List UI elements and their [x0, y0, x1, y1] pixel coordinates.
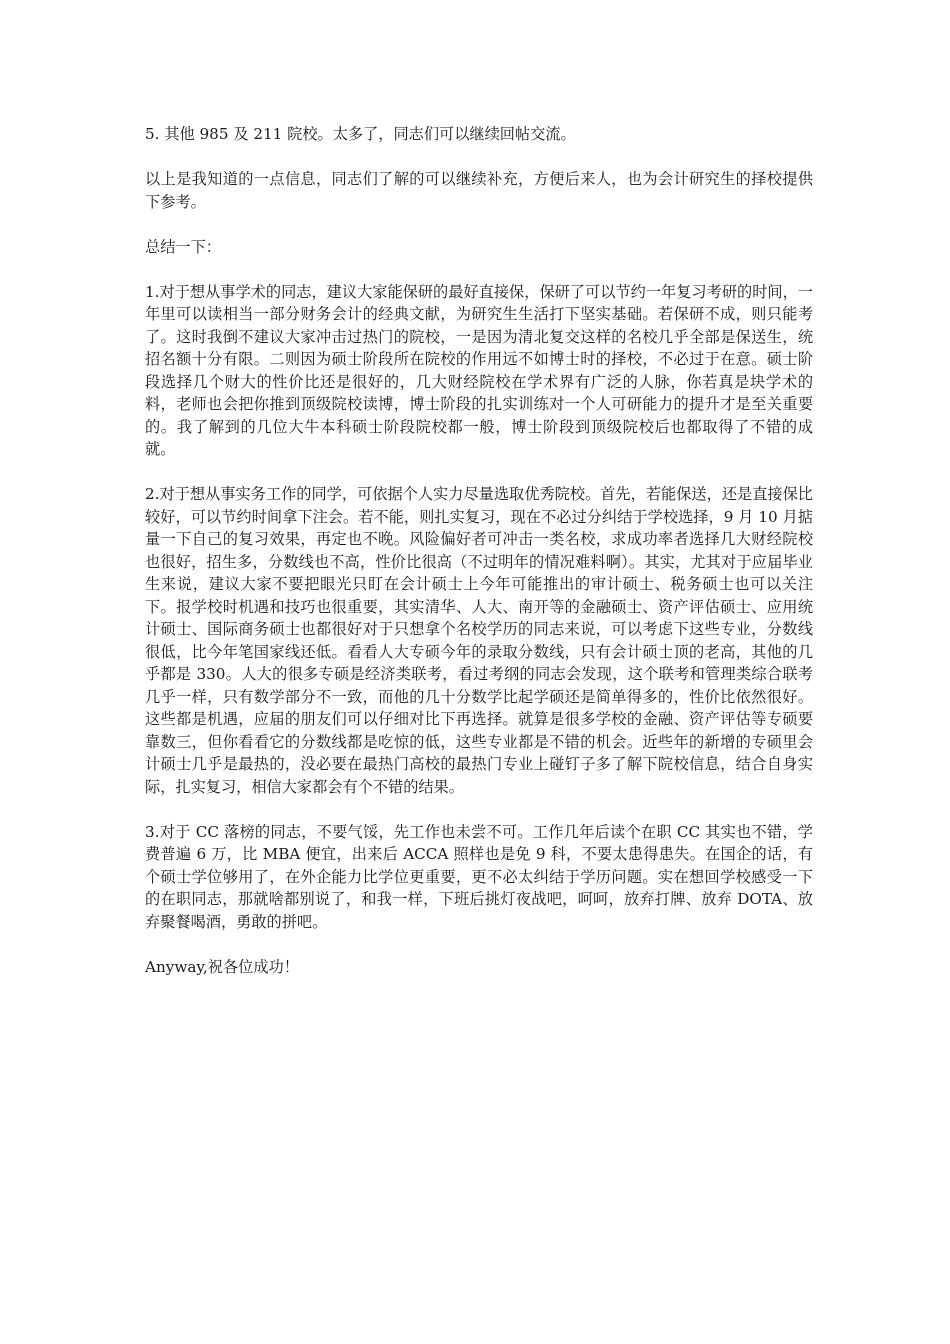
paragraph-intro-note: 以上是我知道的一点信息，同志们了解的可以继续补充，方便后来人，也为会计研究生的择校提供下参考。 [145, 170, 813, 211]
paragraph-other-schools: 5. 其他 985 及 211 院校。太多了，同志们可以继续回帖交流。 [145, 125, 576, 143]
document-body [145, 123, 813, 1001]
paragraph-practice-advice: 2.对于想从事实务工作的同学，可依据个人实力尽量选取优秀院校。首先，若能保送，还是直接保比较好，可以节约时间拿下注会。若不能，则扎实复习，现在不必过分纠结于学校选择，9 月 10 月掂量一下自己的复习效果，再定也不晚。风险偏好者可冲击一类名校，求成功率者选择几大财经院校也很好，招生多，分数线也不高，性价比很高（不过明年的情况难料啊）。其实，尤其对于应届毕业生来说，建议大家不要把眼光只盯在会计硕士上今年可能推出的审计硕士、税务硕士也可以关注下。报学校时机遇和技巧也很重要，其实清华、人大、南开等的金融硕士、资产评估硕士、应用统计硕士、国际商务硕士也都很好对于只想拿个名校学历的同志来说，可以考虑下这些专业，分数线很低，比今年笔国家线还低。看看人大专硕今年的录取分数线，只有会计硕士顶的老高，其他的几乎都是 330。人大的很多专硕是经济类联考，看过考纲的同志会发现，这个联考和管理类综合联考几乎一样，只有数学部分不一致，而他的几十分数学比起学硕还是简单得多的，性价比依然很好。这些都是机遇，应届的朋友们可以仔细对比下再选择。就算是很多学校的金融、资产评估等专硕要靠数三，但你看看它的分数线都是吃惊的低，这些专业都是不错的机会。近些年的新增的专硕里会计硕士几乎是最热的，没必要在最热门高校的最热门专业上碰钉子多了解下院校信息，结合自身实际，扎实复习，相信大家都会有个不错的结果。 [145, 485, 813, 796]
paragraph-closing: Anyway,祝各位成功！ [145, 957, 299, 976]
paragraph-cc-advice: 3.对于 CC 落榜的同志，不要气馁，先工作也未尝不可。工作几年后读个在职 CC 其实也不错，学费普遍 6 万，比 MBA 便宜，出来后 ACCA 照样也是免 9 科，不要太患得患失。在国企的话，有个硕士学位够用了，在外企能力比学位更重要，更不必太纠结于学历问题。实在想回学校感受一下的在职同志，那就啥都别说了，和我一样，下班后挑灯夜战吧，呵呵，放弃打牌、放弃 DOTA、放弃聚餐喝酒，勇敢的拼吧。 [145, 822, 813, 931]
paragraph-academic-advice: 1.对于想从事学术的同志，建议大家能保研的最好直接保，保研了可以节约一年复习考研的时间，一年里可以读相当一部分财务会计的经典文献，为研究生生活打下坚实基础。若保研不成，则只能考了。这时我倒不建议大家冲击过热门的院校，一是因为清北复交这样的名校几乎全部是保送生，统招名额十分有限。二则因为硕士阶段所在院校的作用远不如博士时的择校，不必过于在意。硕士阶段选择几个财大的性价比还是很好的，几大财经院校在学术界有广泛的人脉，你若真是块学术的料，老师也会把你推到顶级院校读博，博士阶段的扎实训练对一个人可研能力的提升才是至关重要的。我了解到的几位大牛本科硕士阶段院校都一般，博士阶段到顶级院校后也都取得了不错的成就。 [145, 282, 813, 458]
paragraph-summary-heading: 总结一下： [145, 237, 221, 256]
